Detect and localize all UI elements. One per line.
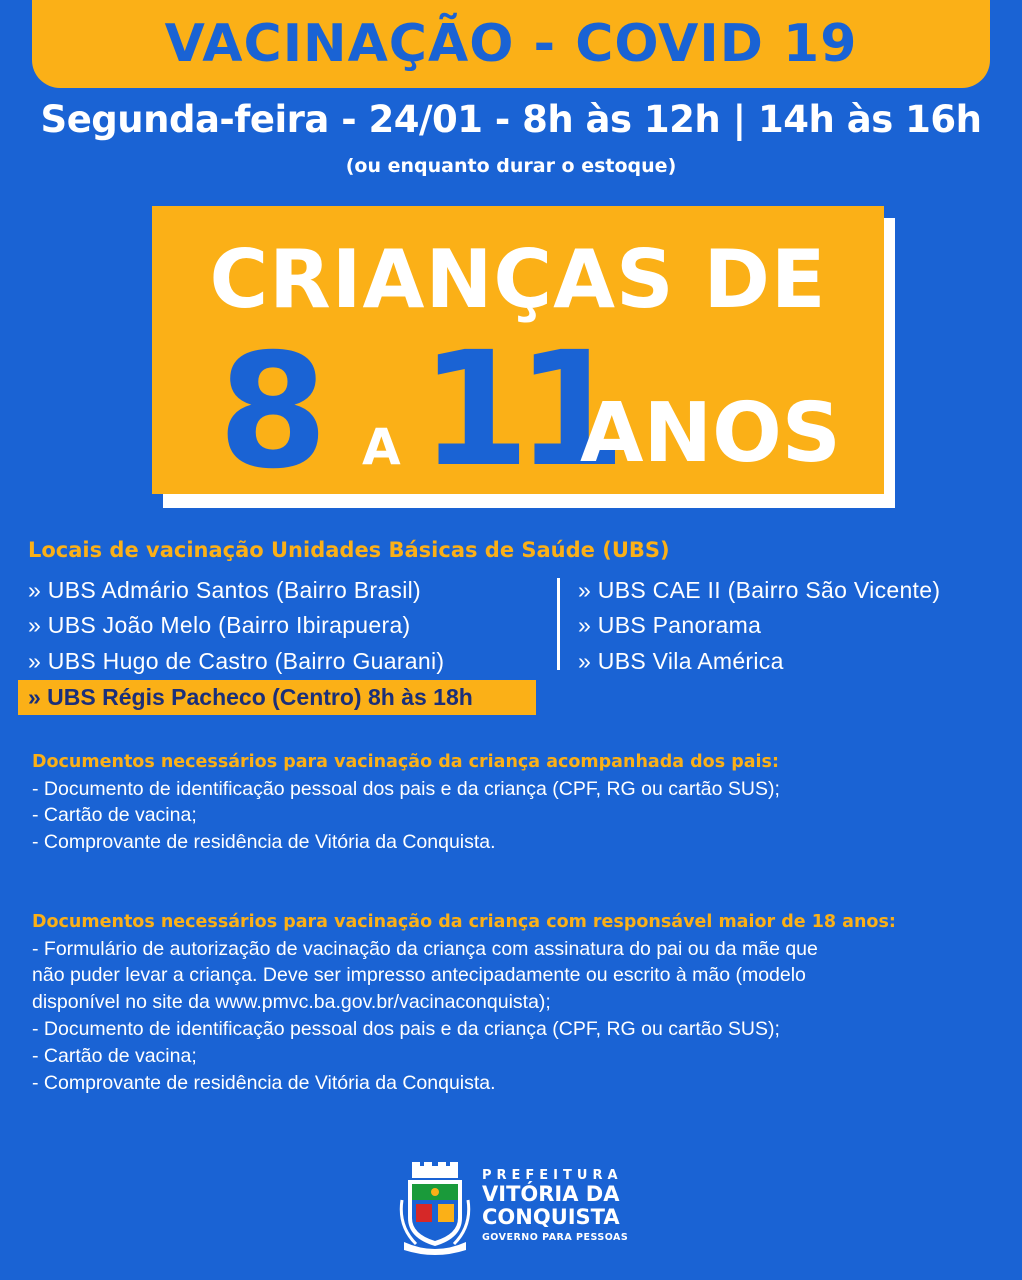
location-item: » UBS Vila América [578,648,784,674]
column-divider [557,578,560,670]
banner-title: VACINAÇÃO - COVID 19 [164,14,858,74]
schedule-text: Segunda-feira - 24/01 - 8h às 12h | 14h às 16h [40,98,982,141]
docs-parents-title: Documentos necessários para vacinação da criança acompanhada dos pais: [32,752,779,772]
docs-guardian-line: disponível no site da www.pmvc.ba.gov.br/vacinaconquista); [32,991,551,1013]
hero-title: CRIANÇAS DE [209,233,827,326]
age-to: 11 [420,318,612,502]
docs-guardian-line: - Cartão de vacina; [32,1045,197,1067]
docs-guardian-line: - Formulário de autorização de vacinação da criança com assinatura do pai ou da mãe que [32,938,818,960]
age-unit: ANOS [580,386,841,481]
docs-parents-line: - Cartão de vacina; [32,804,197,826]
docs-guardian-line: - Comprovante de residência de Vitória da Conquista. [32,1072,496,1094]
age-from: 8 [218,320,328,504]
logo-prefix: PREFEITURA [482,1168,623,1183]
locations-title: Locais de vacinação Unidades Básicas de Saúde (UBS) [28,538,670,562]
docs-parents-line: - Documento de identificação pessoal dos pais e da criança (CPF, RG ou cartão SUS); [32,778,780,800]
location-item: » UBS Panorama [578,612,762,638]
docs-guardian-line: - Documento de identificação pessoal dos pais e da criança (CPF, RG ou cartão SUS); [32,1018,780,1040]
location-item: » UBS João Melo (Bairro Ibirapuera) [28,612,411,638]
docs-guardian-title: Documentos necessários para vacinação da criança com responsável maior de 18 anos: [32,912,896,932]
city-logo [482,1168,628,1243]
location-item: » UBS CAE II (Bairro São Vicente) [578,577,941,603]
location-item: » UBS Admário Santos (Bairro Brasil) [28,577,421,603]
location-item: » UBS Hugo de Castro (Bairro Guarani) [28,648,445,674]
city-crest-icon [398,1160,472,1256]
logo-name: VITÓRIA DA [482,1182,620,1206]
docs-guardian-line: não puder levar a criança. Deve ser impresso antecipadamente ou escrito à mão (modelo [32,964,806,986]
location-highlight: » UBS Régis Pacheco (Centro) 8h às 18h [18,680,536,715]
logo-name: CONQUISTA [482,1205,620,1229]
logo-motto: GOVERNO PARA PESSOAS [482,1232,629,1243]
docs-parents-line: - Comprovante de residência de Vitória da Conquista. [32,831,496,853]
title-banner [32,0,990,88]
stock-note: (ou enquanto durar o estoque) [345,155,677,177]
age-separator: A [362,418,401,476]
